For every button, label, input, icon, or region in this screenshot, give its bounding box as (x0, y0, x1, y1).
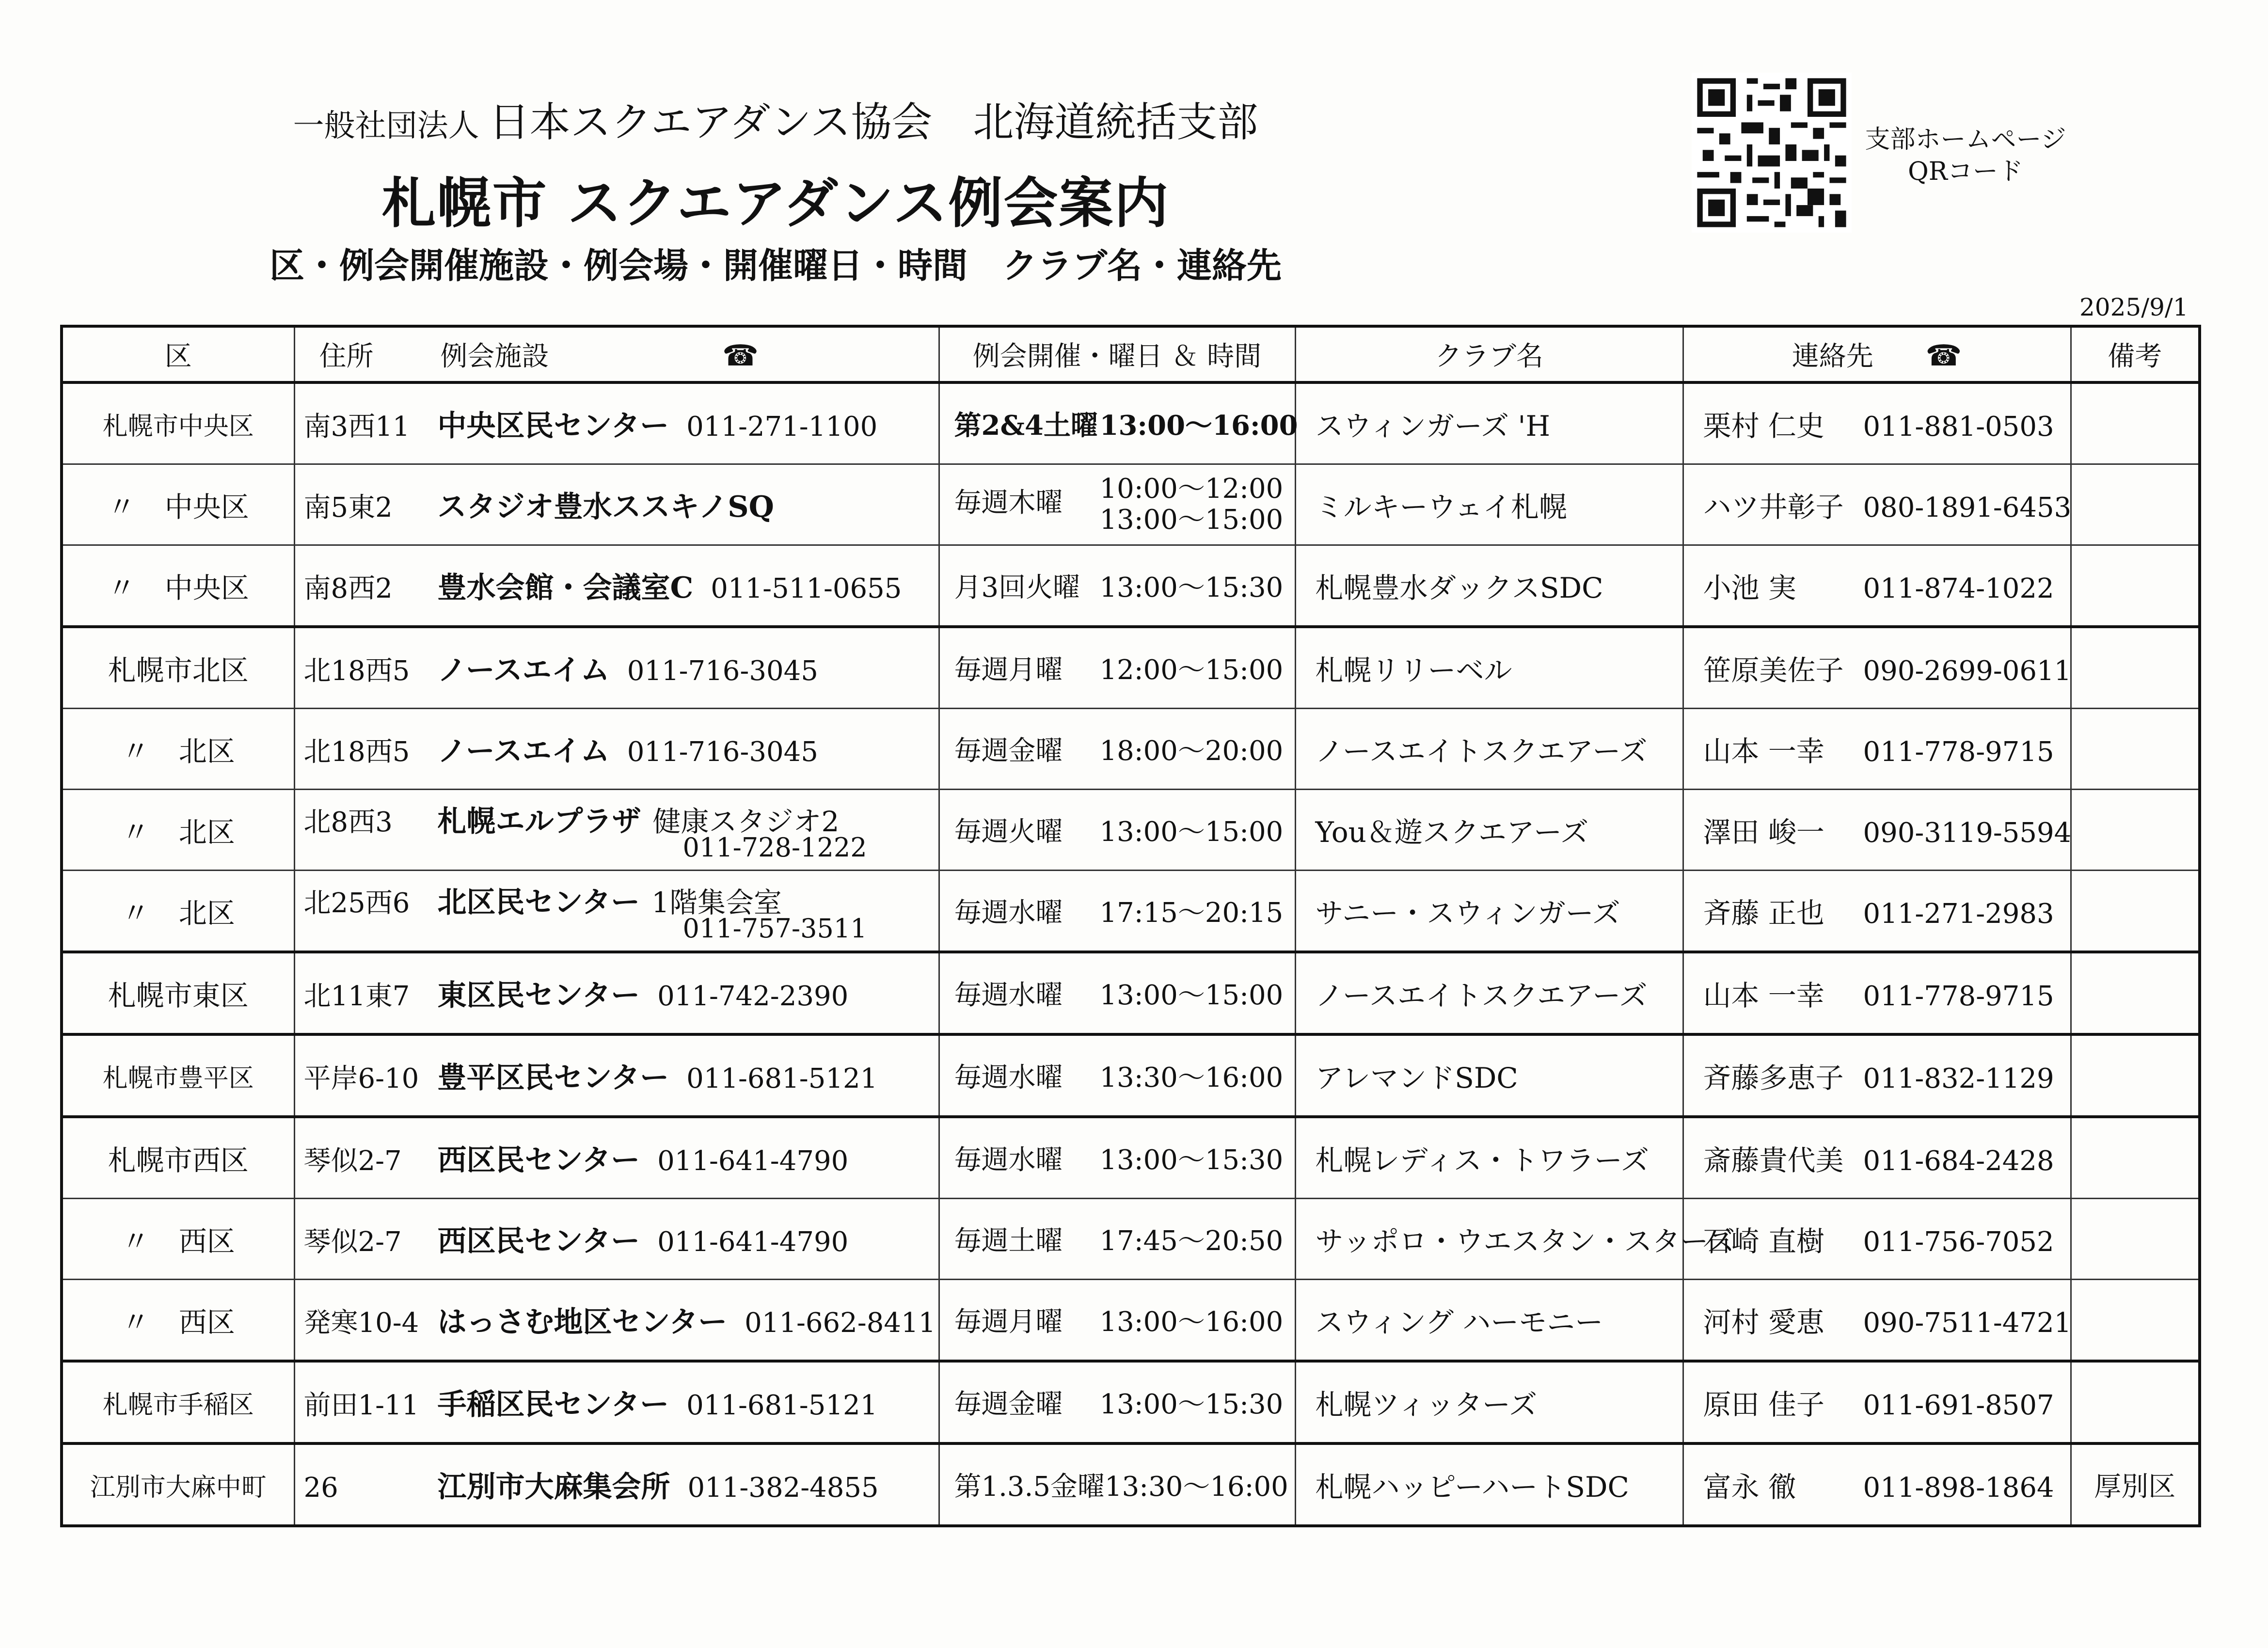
ditto-mark: 〃 (121, 735, 150, 768)
contact-phone: 090-7511-4721 (1863, 1307, 2072, 1339)
contact-phone: 011-874-1022 (1863, 573, 2054, 604)
col-header-club: クラブ名 (1295, 326, 1683, 382)
contact-phone: 011-756-7052 (1863, 1226, 2054, 1258)
schedule-cell (939, 627, 1295, 709)
meeting-time: 13:00～15:00 (1099, 816, 1284, 848)
table-row (62, 1361, 2200, 1443)
table-row (62, 464, 2200, 545)
facility-cell (294, 709, 939, 790)
ward-name: 北区 (178, 735, 235, 768)
facility-phone: 011-271-1100 (686, 411, 878, 443)
contact-cell (1683, 1034, 2071, 1117)
ward-name: 江別市大麻中町 (90, 1473, 267, 1502)
col-header-address: 住所 (319, 341, 374, 372)
col-header-note: 備考 (2071, 326, 2200, 382)
contact-cell (1683, 709, 2071, 790)
ward-cell (62, 1361, 294, 1443)
contact-cell (1683, 1280, 2071, 1362)
ward-cell (62, 464, 294, 545)
contact-phone: 011-898-1864 (1863, 1472, 2054, 1504)
meeting-day: 毎週水曜 (954, 980, 1063, 1011)
ward-cell (62, 709, 294, 790)
ward-cell (62, 1280, 294, 1362)
contact-phone: 080-1891-6453 (1863, 492, 2072, 523)
facility-phone: 011-757-3511 (682, 913, 867, 944)
address: 26 (303, 1472, 338, 1504)
meeting-time: 10:00～12:00 (1099, 473, 1284, 505)
meeting-table (60, 325, 2201, 1527)
contact-cell (1683, 382, 2071, 464)
meeting-day: 毎週金曜 (954, 1389, 1063, 1420)
facility-cell (294, 1199, 939, 1280)
contact-cell (1683, 545, 2071, 627)
ditto-mark: 〃 (121, 1225, 150, 1258)
table-row (62, 382, 2200, 464)
facility-cell (294, 545, 939, 627)
facility-name: 西区民センター (437, 1143, 640, 1177)
facility-cell (294, 790, 939, 871)
qr-caption (1856, 124, 2075, 188)
table-row (62, 1443, 2200, 1526)
ditto-mark: 〃 (107, 571, 136, 604)
facility-name: 江別市大麻集会所 (437, 1470, 670, 1504)
facility-name: 東区民センター (437, 979, 640, 1013)
club-name: You＆遊スクエアーズ (1295, 790, 1683, 871)
ward-cell (62, 1034, 294, 1117)
meeting-day: 第1.3.5金曜 (954, 1471, 1105, 1503)
contact-cell (1683, 952, 2071, 1034)
schedule-cell (939, 709, 1295, 790)
page-subtitle: 区・例会開催施設・例会場・開催曜日・時間 クラブ名・連絡先 (269, 245, 1282, 286)
facility-name: 北区民センター (437, 886, 640, 919)
meeting-day: 毎週木曜 (954, 487, 1063, 519)
ward-name: 北区 (178, 897, 235, 930)
address: 南3西11 (303, 411, 410, 443)
contact-phone: 011-271-2983 (1863, 898, 2054, 930)
contact-phone: 090-3119-5594 (1863, 817, 2072, 849)
contact-cell (1683, 1443, 2071, 1526)
contact-cell (1683, 464, 2071, 545)
facility-cell (294, 952, 939, 1034)
ditto-mark: 〃 (107, 491, 136, 523)
contact-name: 山本 一幸 (1703, 735, 1824, 768)
col-header-contact (1683, 326, 2071, 382)
meeting-day: 毎週土曜 (954, 1225, 1063, 1257)
ward-name: 札幌市北区 (108, 654, 249, 687)
table-row (62, 1034, 2200, 1117)
contact-phone: 011-778-9715 (1863, 981, 2054, 1012)
club-name: 札幌ツィッターズ (1295, 1361, 1683, 1443)
facility-phone: 011-662-8411 (745, 1307, 936, 1339)
address: 北8西3 (303, 807, 393, 838)
org-main: 日本スクエアダンス協会 北海道統括支部 (489, 98, 1258, 146)
contact-cell (1683, 1199, 2071, 1280)
org-prefix: 一般社団法人 (293, 108, 479, 144)
col-header-schedule: 例会開催・曜日 ＆ 時間 (939, 326, 1295, 382)
address: 南8西2 (303, 573, 393, 604)
contact-cell (1683, 1361, 2071, 1443)
meeting-time-2: 13:00～15:00 (1099, 504, 1284, 536)
address: 北25西6 (303, 887, 410, 919)
contact-name: 山本 一幸 (1703, 979, 1824, 1012)
ward-cell (62, 790, 294, 871)
club-name: ノースエイトスクエアーズ (1295, 952, 1683, 1034)
facility-cell (294, 1361, 939, 1443)
note-cell (2071, 1280, 2200, 1362)
facility-phone: 011-382-4855 (687, 1472, 879, 1504)
meeting-time: 13:00～15:30 (1099, 572, 1284, 603)
ward-cell (62, 1117, 294, 1199)
contact-name: 笹原美佐子 (1703, 654, 1844, 687)
facility-cell (294, 871, 939, 952)
address: 北18西5 (303, 655, 410, 687)
ward-name: 札幌市東区 (108, 979, 249, 1012)
contact-phone: 011-684-2428 (1863, 1145, 2054, 1177)
note-cell (2071, 545, 2200, 627)
contact-cell (1683, 790, 2071, 871)
facility-name: ノースエイム (437, 734, 610, 768)
contact-phone: 011-691-8507 (1863, 1390, 2054, 1421)
ward-cell (62, 545, 294, 627)
facility-phone: 011-716-3045 (627, 655, 818, 687)
meeting-time: 13:30～16:00 (1099, 1062, 1284, 1093)
contact-name: 河村 愛恵 (1703, 1306, 1824, 1339)
table-row (62, 1199, 2200, 1280)
note-cell (2071, 1361, 2200, 1443)
club-name: サッポロ・ウエスタン・スターズ (1295, 1199, 1683, 1280)
facility-name: 豊平区民センター (437, 1061, 669, 1095)
ward-name: 札幌市豊平区 (102, 1063, 254, 1093)
address: 前田1-11 (303, 1390, 419, 1421)
facility-phone: 011-511-0655 (711, 573, 902, 604)
col-header-contact-label: 連絡先 (1792, 341, 1873, 372)
note-cell (2071, 952, 2200, 1034)
table-row (62, 790, 2200, 871)
club-name: 札幌豊水ダックスSDC (1295, 545, 1683, 627)
ward-cell (62, 1443, 294, 1526)
meeting-day: 毎週水曜 (954, 897, 1063, 929)
facility-name: ノースエイム (437, 653, 610, 687)
club-name: 札幌リリーベル (1295, 627, 1683, 709)
table-row (62, 709, 2200, 790)
facility-name: 豊水会館・会議室C (437, 571, 694, 605)
club-name: スウィング ハーモニー (1295, 1280, 1683, 1362)
meeting-day: 月3回火曜 (954, 572, 1080, 603)
club-name: 札幌ハッピーハートSDC (1295, 1443, 1683, 1526)
ward-name: 中央区 (164, 571, 249, 604)
facility-name: 西区民センター (437, 1224, 640, 1258)
schedule-cell (939, 1443, 1295, 1526)
meeting-day: 毎週金曜 (954, 735, 1063, 767)
table-row (62, 1117, 2200, 1199)
facility-name: 中央区民センター (437, 409, 669, 443)
meeting-time: 17:45～20:50 (1099, 1225, 1284, 1257)
contact-name: 小池 実 (1703, 571, 1796, 604)
note-cell (2071, 790, 2200, 871)
schedule-cell (939, 1361, 1295, 1443)
note-cell (2071, 871, 2200, 952)
ward-name: 西区 (178, 1306, 235, 1339)
ditto-mark: 〃 (121, 897, 150, 930)
facility-name: はっさむ地区センター (437, 1305, 728, 1339)
club-name: スウィンガーズ 'H (1295, 382, 1683, 464)
facility-phone: 011-681-5121 (686, 1390, 878, 1421)
note-cell (2071, 627, 2200, 709)
address: 平岸6-10 (303, 1063, 419, 1094)
facility-name: スタジオ豊水ススキノSQ (437, 490, 774, 524)
contact-name: 斉藤多恵子 (1703, 1062, 1844, 1094)
note-cell (2071, 1199, 2200, 1280)
address: 発寒10-4 (303, 1307, 419, 1339)
ditto-mark: 〃 (121, 816, 150, 849)
meeting-day: 毎週月曜 (954, 1306, 1063, 1338)
schedule-cell (939, 1280, 1295, 1362)
contact-name: 澤田 峻一 (1703, 816, 1824, 849)
telephone-icon: ☎ (1925, 339, 1962, 373)
address: 北18西5 (303, 736, 410, 768)
address: 南5東2 (303, 492, 393, 523)
facility-name: 札幌エルプラザ (437, 805, 641, 839)
qr-caption-line1: 支部ホームページ (1865, 125, 2066, 154)
facility-room: 健康スタジオ2 (652, 805, 840, 838)
meeting-time: 13:00～15:00 (1099, 980, 1284, 1011)
meeting-time: 12:00～15:00 (1099, 654, 1284, 686)
address: 北11東7 (303, 981, 410, 1012)
facility-phone: 011-641-4790 (657, 1145, 849, 1177)
meeting-time: 13:00～16:00 (1099, 1306, 1284, 1338)
schedule-cell (939, 790, 1295, 871)
organization-name (0, 90, 1551, 148)
note-cell (2071, 464, 2200, 545)
schedule-cell (939, 382, 1298, 464)
meeting-time: 13:30～16:00 (1105, 1471, 1288, 1503)
ward-name: 札幌市手稲区 (102, 1390, 254, 1420)
facility-cell (294, 1280, 939, 1362)
contact-cell (1683, 871, 2071, 952)
facility-phone: 011-728-1222 (682, 832, 867, 863)
meeting-day: 毎週水曜 (954, 1062, 1063, 1093)
contact-phone: 011-832-1129 (1863, 1063, 2054, 1094)
schedule-cell (939, 1199, 1295, 1280)
address: 琴似2-7 (303, 1145, 402, 1177)
meeting-day: 毎週月曜 (954, 654, 1063, 686)
facility-phone: 011-742-2390 (657, 981, 849, 1012)
facility-cell (294, 1443, 939, 1526)
telephone-icon: ☎ (722, 339, 759, 373)
address: 琴似2-7 (303, 1226, 402, 1258)
ward-cell (62, 1199, 294, 1280)
table-row (62, 545, 2200, 627)
meeting-time: 13:00～16:00 (1099, 410, 1298, 442)
contact-name: 富永 徹 (1703, 1471, 1796, 1504)
issue-date: 2025/9/1 (2079, 293, 2189, 321)
contact-name: 原田 佳子 (1703, 1388, 1824, 1421)
schedule-cell (939, 1034, 1295, 1117)
note-cell (2071, 1034, 2200, 1117)
note-cell (2071, 382, 2200, 464)
schedule-cell (939, 1117, 1295, 1199)
contact-name: 斉藤 正也 (1703, 897, 1824, 930)
club-name: アレマンドSDC (1295, 1034, 1683, 1117)
col-header-facility-label: 例会施設 (440, 341, 549, 372)
schedule-cell (939, 464, 1295, 545)
facility-phone: 011-681-5121 (686, 1063, 878, 1094)
ward-name: 中央区 (164, 491, 249, 523)
note-cell: 厚別区 (2071, 1443, 2200, 1526)
schedule-cell (939, 871, 1295, 952)
meeting-time: 18:00～20:00 (1099, 735, 1284, 767)
facility-cell (294, 382, 939, 464)
meeting-day: 毎週水曜 (954, 1144, 1063, 1176)
facility-cell (294, 627, 939, 709)
ditto-mark: 〃 (121, 1306, 150, 1339)
facility-phone: 011-641-4790 (657, 1226, 849, 1258)
meeting-day: 毎週火曜 (954, 816, 1063, 848)
ward-cell (62, 871, 294, 952)
facility-cell (294, 1034, 939, 1117)
qr-caption-line2: QRコード (1908, 157, 2023, 186)
facility-cell (294, 1117, 939, 1199)
ward-cell (62, 627, 294, 709)
meeting-day: 第2&4土曜 (954, 410, 1098, 442)
meeting-time: 13:00～15:30 (1099, 1389, 1284, 1420)
contact-cell (1683, 627, 2071, 709)
meeting-time: 13:00～15:30 (1099, 1144, 1284, 1176)
contact-name: 栗村 仁史 (1703, 410, 1824, 443)
club-name: サニー・スウィンガーズ (1295, 871, 1683, 952)
ward-cell (62, 952, 294, 1034)
table-row (62, 1280, 2200, 1362)
facility-name: 手稲区民センター (437, 1388, 669, 1422)
contact-cell (1683, 1117, 2071, 1199)
table-row (62, 627, 2200, 709)
ward-name: 札幌市西区 (108, 1144, 249, 1177)
contact-name: ハツ井彰子 (1703, 491, 1844, 523)
facility-phone: 011-716-3045 (627, 736, 818, 768)
ward-cell (62, 382, 294, 464)
club-name: ミルキーウェイ札幌 (1295, 464, 1683, 545)
note-cell (2071, 709, 2200, 790)
meeting-time: 17:15～20:15 (1099, 897, 1284, 929)
contact-phone: 011-881-0503 (1863, 411, 2054, 443)
contact-phone: 011-778-9715 (1863, 736, 2054, 768)
schedule-cell (939, 952, 1295, 1034)
ward-name: 西区 (178, 1225, 235, 1258)
contact-name: 石崎 直樹 (1703, 1225, 1824, 1258)
club-name: 札幌レディス・トワラーズ (1295, 1117, 1683, 1199)
contact-name: 斎藤貴代美 (1703, 1144, 1844, 1177)
table-header-row (62, 326, 2200, 382)
contact-phone: 090-2699-0611 (1863, 655, 2072, 687)
qr-code-icon[interactable] (1692, 73, 1852, 233)
note-cell (2071, 1117, 2200, 1199)
table-row (62, 952, 2200, 1034)
club-name: ノースエイトスクエアーズ (1295, 709, 1683, 790)
ward-name: 札幌市中央区 (102, 412, 254, 441)
table-row (62, 871, 2200, 952)
page-title: 札幌市 スクエアダンス例会案内 (381, 172, 1170, 235)
col-header-ward: 区 (62, 326, 294, 382)
facility-room: 1階集会室 (651, 886, 782, 919)
col-header-facility (294, 326, 939, 382)
facility-cell (294, 464, 939, 545)
ward-name: 北区 (178, 816, 235, 849)
schedule-cell (939, 545, 1295, 627)
